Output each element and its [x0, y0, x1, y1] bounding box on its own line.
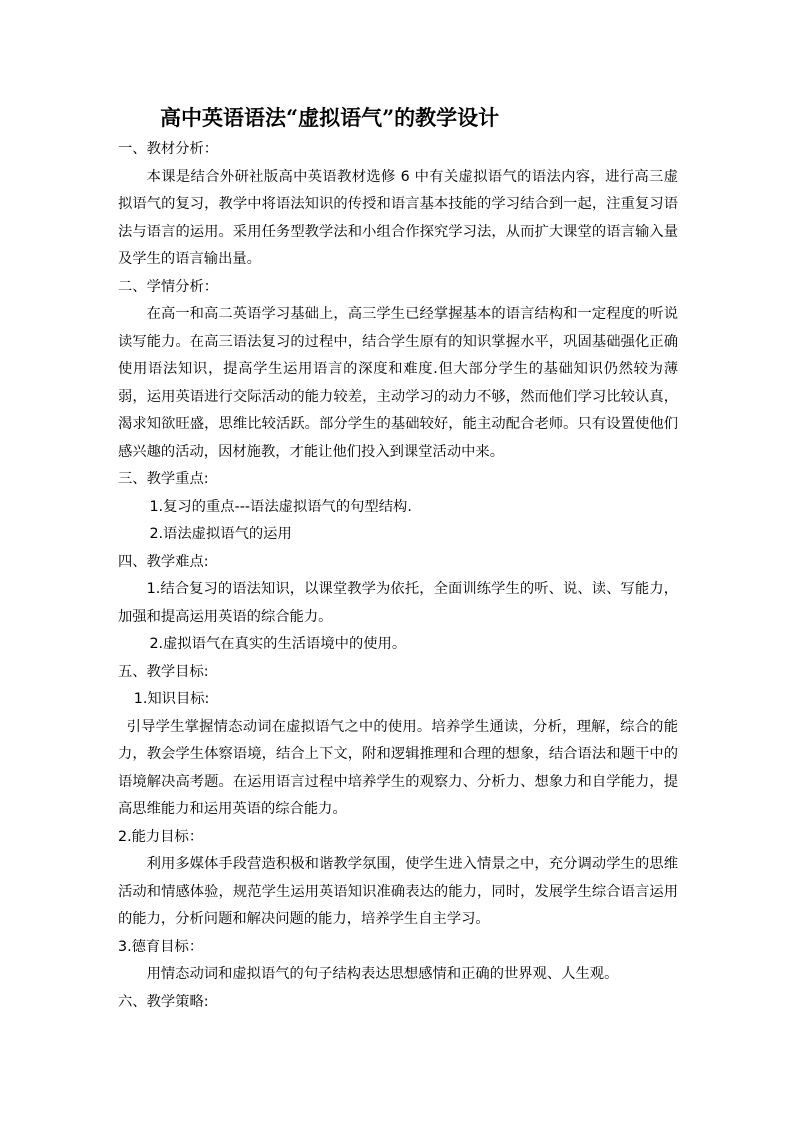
objective-knowledge-title: 1.知识目标: — [133, 691, 210, 707]
section-heading-students: 二、学情分析： — [118, 278, 219, 295]
objective-ability-body: 利用多媒体手段营造积极和谐教学氛围，使学生进入情景之中，充分调动学生的思维活动和情感体验，规范学生运用英语知识准确表达的能力，同时，发展学生综合语言运用的能力，分析问题和解决问题的能力，培养学生自主学习。 — [118, 856, 678, 927]
difficulty-item: 2.虚拟语气在真实的生活语境中的使用。 — [149, 636, 407, 652]
key-point-item: 1.复习的重点---语法虚拟语气的句型结构. — [149, 498, 412, 515]
section-body-students: 在高一和高二英语学习基础上，高三学生已经掌握基本的语言结构和一定程度的听说读写能力。在高三语法复习的过程中，结合学生原有的知识掌握水平，巩固基础强化正确使用语法知识，提高学生运用语言的深度和难度.但大部分学生的基础知识仍然较为薄弱，运用英语进行交际活动的能力较差，主动学习的动力不够，然而他们学习比较认真，渴求知欲旺盛，思维比较活跃。部分学生的基础较好，能主动配合老师。只有设置使他们感兴趣的活动，因材施教，才能让他们投入到课堂活动中来。 — [118, 306, 678, 460]
difficulty-item: 1.结合复习的语法知识，以课堂教学为依托，全面训练学生的听、说、读、写能力，加强和提高运用英语的综合能力。 — [118, 581, 678, 625]
document-title: 高中英语语法“虚拟语气”的教学设计 — [160, 105, 500, 130]
objective-knowledge-body: 引导学生掌握情态动词在虚拟语气之中的使用。培养学生通读，分析，理解，综合的能力，教会学生体察语境，结合上下文，附和逻辑推理和合理的想象，结合语法和题干中的语境解决高考题。在运用语言过程中培养学生的观察力、分析力、想象力和自学能力，提高思维能力和运用英语的综合能力。 — [118, 718, 678, 817]
document-page — [118, 100, 678, 1016]
section-body-analysis: 本课是结合外研社版高中英语教材选修 6 中有关虚拟语气的语法内容，进行高三虚拟语气的复习，教学中将语法知识的传授和语言基本技能的学习结合到一起，注重复习语法与语言的运用。采用任务型教学法和小组合作探究学习法，从而扩大课堂的语言输入量及学生的语言输出量。 — [118, 168, 678, 267]
section-heading-difficulties: 四、教学难点: — [118, 553, 209, 570]
objective-moral-title: 3.德育目标： — [118, 938, 204, 955]
objective-moral-body: 用情态动词和虚拟语气的句子结构表达思想感情和正确的世界观、人生观。 — [146, 966, 619, 982]
section-heading-analysis: 一、教材分析： — [118, 141, 219, 157]
section-heading-strategy: 六、教学策略: — [118, 993, 209, 1010]
section-heading-key-points: 三、教学重点: — [118, 471, 209, 487]
key-point-item: 2.语法虚拟语气的运用 — [149, 526, 292, 542]
objective-ability-title: 2.能力目标： — [118, 828, 204, 845]
section-heading-objectives: 五、教学目标: — [118, 663, 209, 680]
